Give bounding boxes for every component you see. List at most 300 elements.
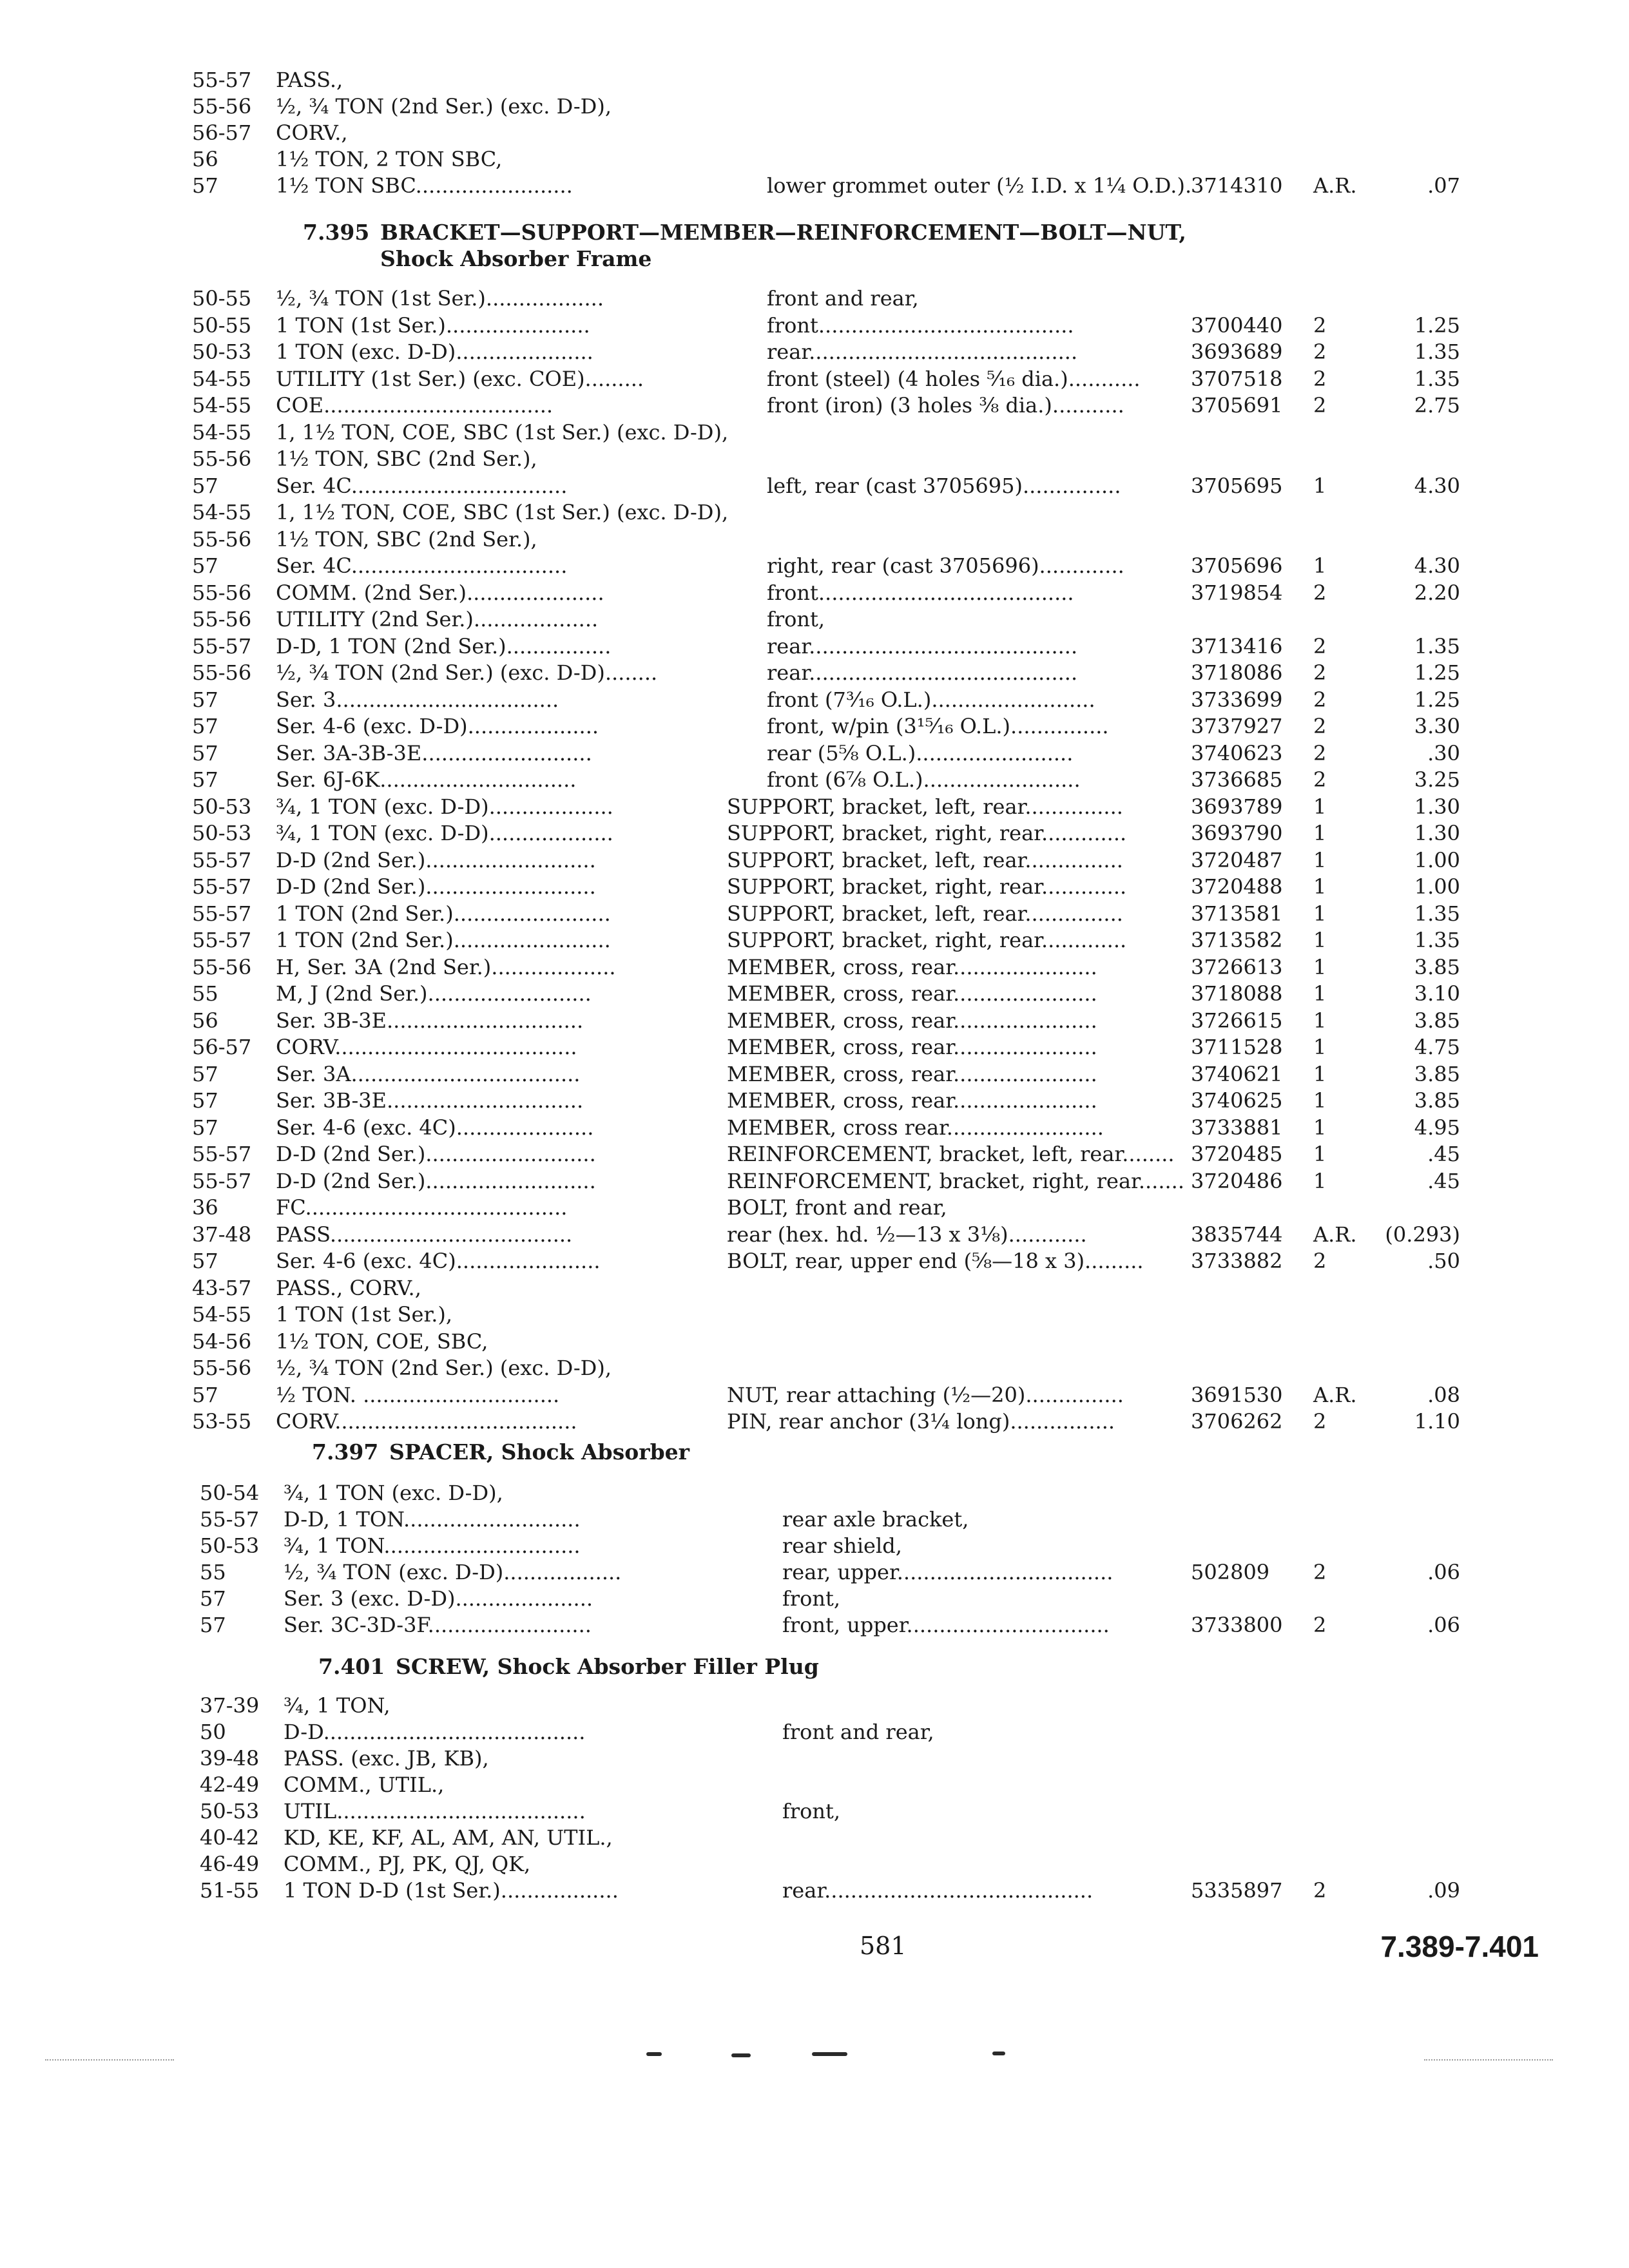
years-cell: 55-57 bbox=[200, 1507, 260, 1532]
description-cell: MEMBER, cross, rear...................... bbox=[727, 1061, 1097, 1086]
part-number-cell: 3740625 bbox=[1191, 1088, 1283, 1113]
part-number-cell: 3705695 bbox=[1191, 473, 1283, 498]
model-cell: Ser. 4C................................. bbox=[276, 553, 568, 578]
model-cell: ¾, 1 TON.............................. bbox=[284, 1533, 581, 1558]
years-cell: 56 bbox=[192, 1008, 218, 1033]
model-cell: CORV..................................... bbox=[276, 1035, 577, 1059]
description-cell: SUPPORT, bracket, right, rear............. bbox=[727, 928, 1127, 952]
model-cell: Ser. 3 (exc. D-D)..................... bbox=[284, 1586, 593, 1611]
model-cell: Ser. 3C-3D-3F......................... bbox=[284, 1613, 592, 1637]
parts-row bbox=[0, 67, 1629, 93]
years-cell: 54-55 bbox=[192, 419, 252, 445]
model-cell: PASS. (exc. JB, KB), bbox=[284, 1746, 489, 1771]
model-cell: M, J (2nd Ser.)......................... bbox=[276, 981, 592, 1006]
price-cell: 1.30 bbox=[1414, 794, 1460, 819]
years-cell: 57 bbox=[192, 767, 218, 792]
model-cell: Ser. 3B-3E.............................. bbox=[276, 1008, 584, 1033]
model-cell: ¾, 1 TON, bbox=[284, 1693, 390, 1718]
part-number-cell: 3720488 bbox=[1191, 874, 1283, 899]
years-cell: 57 bbox=[192, 1115, 218, 1140]
model-cell: ½, ¾ TON (2nd Ser.) (exc. D-D), bbox=[276, 1356, 612, 1380]
description-cell: SUPPORT, bracket, left, rear............... bbox=[727, 847, 1123, 872]
quantity-cell: 1 bbox=[1313, 1008, 1327, 1033]
part-number-cell: 3713581 bbox=[1191, 901, 1283, 926]
years-cell: 57 bbox=[192, 714, 218, 738]
part-number-cell: 3726613 bbox=[1191, 954, 1283, 979]
description-cell: BOLT, front and rear, bbox=[727, 1195, 947, 1220]
quantity-cell: 1 bbox=[1313, 901, 1327, 926]
description-cell: rear......................................... bbox=[767, 340, 1078, 364]
years-cell: 50 bbox=[200, 1720, 226, 1744]
price-cell: 1.35 bbox=[1414, 928, 1460, 952]
description-cell: MEMBER, cross rear........................ bbox=[727, 1115, 1104, 1140]
model-cell: D-D (2nd Ser.).......................... bbox=[276, 1142, 596, 1166]
model-cell: PASS., CORV., bbox=[276, 1275, 421, 1300]
years-cell: 55-57 bbox=[192, 1142, 252, 1166]
part-number-cell: 3713416 bbox=[1191, 633, 1283, 658]
parts-row bbox=[0, 1008, 1629, 1034]
model-cell: PASS..................................... bbox=[276, 1222, 573, 1247]
part-number-cell: 3726615 bbox=[1191, 1008, 1283, 1033]
parts-row bbox=[0, 146, 1629, 173]
years-cell: 55-56 bbox=[192, 954, 252, 979]
price-cell: 3.85 bbox=[1414, 1061, 1460, 1086]
price-cell: 4.30 bbox=[1414, 553, 1460, 578]
price-cell: (0.293) bbox=[1385, 1222, 1460, 1247]
model-cell: Ser. 4-6 (exc. D-D).................... bbox=[276, 714, 599, 738]
years-cell: 55-57 bbox=[192, 847, 252, 872]
parts-row bbox=[0, 740, 1629, 767]
quantity-cell: 1 bbox=[1313, 874, 1327, 899]
part-number-cell: 3707518 bbox=[1191, 366, 1283, 391]
model-cell: PASS., bbox=[276, 68, 343, 92]
quantity-cell: 2 bbox=[1313, 633, 1327, 658]
part-number-cell: 3733882 bbox=[1191, 1249, 1283, 1273]
price-cell: .50 bbox=[1427, 1249, 1460, 1273]
model-cell: CORV..................................... bbox=[276, 1409, 577, 1434]
parts-row bbox=[0, 767, 1629, 793]
quantity-cell: 2 bbox=[1313, 1409, 1327, 1434]
model-cell: Ser. 4-6 (exc. 4C)...................... bbox=[276, 1249, 601, 1273]
quantity-cell: 1 bbox=[1313, 928, 1327, 952]
quantity-cell: 1 bbox=[1313, 1142, 1327, 1166]
print-smudge bbox=[992, 2052, 1005, 2055]
price-cell: 3.85 bbox=[1414, 1008, 1460, 1033]
years-cell: 37-39 bbox=[200, 1693, 260, 1718]
description-cell: front, bbox=[767, 607, 825, 631]
quantity-cell: 1 bbox=[1313, 821, 1327, 845]
years-cell: 43-57 bbox=[192, 1275, 252, 1300]
quantity-cell: 2 bbox=[1313, 1878, 1327, 1903]
description-cell: MEMBER, cross, rear...................... bbox=[727, 981, 1097, 1006]
quantity-cell: 1 bbox=[1313, 1061, 1327, 1086]
description-cell: front, w/pin (3¹⁵⁄₁₆ O.L.)............... bbox=[767, 714, 1109, 738]
quantity-cell: 1 bbox=[1313, 1035, 1327, 1059]
price-cell: 1.25 bbox=[1414, 660, 1460, 685]
model-cell: 1½ TON, 2 TON SBC, bbox=[276, 147, 503, 171]
model-cell: COMM., PJ, PK, QJ, QK, bbox=[284, 1852, 531, 1876]
parts-row bbox=[0, 473, 1629, 499]
price-cell: 1.35 bbox=[1414, 901, 1460, 926]
model-cell: H, Ser. 3A (2nd Ser.)................... bbox=[276, 954, 616, 979]
model-cell: ¾, 1 TON (exc. D-D)................... bbox=[276, 821, 613, 845]
description-cell: SUPPORT, bracket, left, rear............... bbox=[727, 901, 1123, 926]
years-cell: 55 bbox=[200, 1560, 226, 1584]
parts-row bbox=[0, 954, 1629, 981]
parts-row bbox=[0, 1719, 1629, 1745]
years-cell: 56-57 bbox=[192, 120, 252, 145]
model-cell: ½, ¾ TON (2nd Ser.) (exc. D-D), bbox=[276, 94, 612, 119]
years-cell: 55-57 bbox=[192, 68, 252, 92]
description-cell: rear (5⅝ O.L.)........................ bbox=[767, 740, 1074, 765]
part-number-cell: 3711528 bbox=[1191, 1035, 1283, 1059]
price-cell: 1.00 bbox=[1414, 847, 1460, 872]
model-cell: D-D........................................ bbox=[284, 1720, 586, 1744]
price-cell: 1.25 bbox=[1414, 312, 1460, 338]
parts-row bbox=[0, 526, 1629, 553]
quantity-cell: 2 bbox=[1313, 340, 1327, 364]
years-cell: 54-55 bbox=[192, 500, 252, 524]
parts-row bbox=[0, 1355, 1629, 1381]
parts-row bbox=[0, 901, 1629, 927]
parts-row bbox=[0, 1061, 1629, 1088]
description-cell: MEMBER, cross, rear...................... bbox=[727, 1088, 1097, 1113]
section-heading-7-401 bbox=[318, 1653, 819, 1680]
description-cell: REINFORCEMENT, bracket, left, rear........ bbox=[727, 1142, 1175, 1166]
model-cell: 1 TON D-D (1st Ser.).................. bbox=[284, 1878, 619, 1903]
part-number-cell: 3737927 bbox=[1191, 714, 1283, 738]
description-cell: front....................................... bbox=[767, 312, 1074, 338]
model-cell: D-D, 1 TON........................... bbox=[284, 1507, 581, 1532]
description-cell: PIN, rear anchor (3¼ long)................ bbox=[727, 1409, 1115, 1434]
years-cell: 57 bbox=[192, 553, 218, 578]
quantity-cell: 1 bbox=[1313, 553, 1327, 578]
description-cell: front and rear, bbox=[782, 1720, 934, 1744]
model-cell: COE................................... bbox=[276, 393, 554, 418]
section-number: 7.401 bbox=[318, 1654, 385, 1679]
parts-row bbox=[0, 1745, 1629, 1772]
price-cell: .45 bbox=[1427, 1142, 1460, 1166]
years-cell: 50-53 bbox=[200, 1533, 260, 1558]
print-smudge bbox=[646, 2052, 662, 2056]
years-cell: 39-48 bbox=[200, 1746, 260, 1771]
parts-row bbox=[0, 1798, 1629, 1825]
price-cell: 4.95 bbox=[1414, 1115, 1460, 1140]
years-cell: 46-49 bbox=[200, 1852, 260, 1876]
years-cell: 53-55 bbox=[192, 1409, 252, 1434]
part-number-cell: 3705691 bbox=[1191, 393, 1283, 418]
parts-row bbox=[0, 820, 1629, 847]
parts-row bbox=[0, 687, 1629, 713]
parts-row bbox=[0, 1088, 1629, 1114]
price-cell: 1.30 bbox=[1414, 821, 1460, 845]
parts-row bbox=[0, 1506, 1629, 1533]
part-number-cell: 3719854 bbox=[1191, 580, 1283, 605]
page-number: 581 bbox=[860, 1932, 907, 1960]
years-cell: 50-53 bbox=[192, 794, 252, 819]
parts-row bbox=[0, 1382, 1629, 1408]
parts-row bbox=[0, 1275, 1629, 1302]
years-cell: 55-56 bbox=[192, 660, 252, 685]
description-cell: rear......................................... bbox=[767, 633, 1078, 658]
parts-row bbox=[0, 446, 1629, 472]
model-cell: 1, 1½ TON, COE, SBC (1st Ser.) (exc. D-D), bbox=[276, 500, 729, 524]
price-cell: .07 bbox=[1427, 173, 1460, 198]
parts-row bbox=[0, 794, 1629, 820]
model-cell: Ser. 6J-6K.............................. bbox=[276, 767, 577, 792]
quantity-cell: 2 bbox=[1313, 767, 1327, 792]
parts-row bbox=[0, 1248, 1629, 1274]
part-number-cell: 3720487 bbox=[1191, 847, 1283, 872]
parts-row bbox=[0, 580, 1629, 606]
page-range: 7.389-7.401 bbox=[1380, 1930, 1539, 1963]
parts-row bbox=[0, 285, 1629, 312]
model-cell: Ser. 3B-3E.............................. bbox=[276, 1088, 584, 1113]
parts-row bbox=[0, 1222, 1629, 1248]
model-cell: Ser. 3A................................... bbox=[276, 1061, 581, 1086]
years-cell: 57 bbox=[192, 1088, 218, 1113]
description-cell: rear shield, bbox=[782, 1533, 902, 1558]
parts-row bbox=[0, 1141, 1629, 1168]
parts-row bbox=[0, 1878, 1629, 1904]
parts-row bbox=[0, 847, 1629, 874]
quantity-cell: 1 bbox=[1313, 954, 1327, 979]
years-cell: 50-55 bbox=[192, 312, 252, 338]
quantity-cell: 1 bbox=[1313, 847, 1327, 872]
years-cell: 55-56 bbox=[192, 607, 252, 631]
model-cell: 1½ TON, SBC (2nd Ser.), bbox=[276, 447, 537, 471]
quantity-cell: 2 bbox=[1313, 660, 1327, 685]
model-cell: Ser. 4C................................. bbox=[276, 473, 568, 498]
parts-row bbox=[0, 339, 1629, 365]
model-cell: D-D (2nd Ser.).......................... bbox=[276, 1168, 596, 1193]
price-cell: 1.35 bbox=[1414, 633, 1460, 658]
quantity-cell: 2 bbox=[1313, 366, 1327, 391]
years-cell: 36 bbox=[192, 1195, 218, 1220]
price-cell: .06 bbox=[1427, 1613, 1460, 1637]
years-cell: 55-56 bbox=[192, 526, 252, 552]
model-cell: ½ TON. .............................. bbox=[276, 1382, 560, 1407]
section-number: 7.395 bbox=[303, 220, 370, 245]
years-cell: 42-49 bbox=[200, 1773, 260, 1797]
description-cell: front (7³⁄₁₆ O.L.)......................... bbox=[767, 687, 1095, 712]
quantity-cell: 2 bbox=[1313, 1249, 1327, 1273]
parts-row bbox=[0, 93, 1629, 120]
price-cell: 3.10 bbox=[1414, 981, 1460, 1006]
years-cell: 55-57 bbox=[192, 928, 252, 952]
part-number-cell: 3718086 bbox=[1191, 660, 1283, 685]
part-number-cell: 3691530 bbox=[1191, 1382, 1283, 1407]
years-cell: 56-57 bbox=[192, 1035, 252, 1059]
price-cell: 2.75 bbox=[1414, 393, 1460, 418]
model-cell: COMM., UTIL., bbox=[284, 1773, 445, 1797]
years-cell: 55-57 bbox=[192, 1168, 252, 1193]
model-cell: 1 TON (1st Ser.), bbox=[276, 1302, 453, 1327]
model-cell: ¾, 1 TON (exc. D-D)................... bbox=[276, 794, 613, 819]
description-cell: REINFORCEMENT, bracket, right, rear....... bbox=[727, 1168, 1185, 1193]
model-cell: ¾, 1 TON (exc. D-D), bbox=[284, 1481, 503, 1505]
parts-row bbox=[0, 1586, 1629, 1612]
model-cell: 1 TON (2nd Ser.)........................ bbox=[276, 928, 611, 952]
price-cell: 4.30 bbox=[1414, 473, 1460, 498]
price-cell: 1.10 bbox=[1414, 1409, 1460, 1434]
model-cell: ½, ¾ TON (1st Ser.).................. bbox=[276, 286, 604, 311]
part-number-cell: 3720485 bbox=[1191, 1142, 1283, 1166]
parts-row bbox=[0, 1693, 1629, 1719]
model-cell: 1 TON (exc. D-D)..................... bbox=[276, 340, 593, 364]
years-cell: 50-53 bbox=[192, 340, 252, 364]
price-cell: 1.35 bbox=[1414, 340, 1460, 364]
description-cell: lower grommet outer (½ I.D. x 1¼ O.D.). bbox=[767, 173, 1192, 198]
description-cell: MEMBER, cross, rear...................... bbox=[727, 954, 1097, 979]
parts-row bbox=[0, 1168, 1629, 1195]
years-cell: 55-56 bbox=[192, 94, 252, 119]
model-cell: COMM. (2nd Ser.)..................... bbox=[276, 580, 604, 605]
part-number-cell: 3720486 bbox=[1191, 1168, 1283, 1193]
years-cell: 55-57 bbox=[192, 874, 252, 899]
quantity-cell: 1 bbox=[1313, 1115, 1327, 1140]
price-cell: .45 bbox=[1427, 1168, 1460, 1193]
years-cell: 57 bbox=[192, 687, 218, 712]
parts-row bbox=[0, 120, 1629, 146]
price-cell: .09 bbox=[1427, 1878, 1460, 1903]
model-cell: Ser. 3.................................. bbox=[276, 687, 559, 712]
description-cell: MEMBER, cross, rear...................... bbox=[727, 1008, 1097, 1033]
description-cell: left, rear (cast 3705695)............... bbox=[767, 473, 1121, 498]
description-cell: front, bbox=[782, 1586, 841, 1611]
part-number-cell: 502809 bbox=[1191, 1560, 1270, 1584]
quantity-cell: 2 bbox=[1313, 393, 1327, 418]
years-cell: 54-55 bbox=[192, 366, 252, 391]
parts-row bbox=[0, 1115, 1629, 1141]
parts-row bbox=[0, 1408, 1629, 1435]
years-cell: 50-53 bbox=[200, 1799, 260, 1823]
price-cell: 1.35 bbox=[1414, 366, 1460, 391]
quantity-cell: 2 bbox=[1313, 687, 1327, 712]
model-cell: ½, ¾ TON (2nd Ser.) (exc. D-D)........ bbox=[276, 660, 658, 685]
description-cell: SUPPORT, bracket, right, rear............. bbox=[727, 821, 1127, 845]
parts-row bbox=[0, 499, 1629, 526]
parts-row bbox=[0, 1533, 1629, 1559]
years-cell: 55 bbox=[192, 981, 218, 1006]
quantity-cell: 1 bbox=[1313, 794, 1327, 819]
scan-noise bbox=[1424, 2059, 1553, 2061]
description-cell: front, upper............................... bbox=[782, 1613, 1110, 1637]
description-cell: front and rear, bbox=[767, 286, 919, 311]
quantity-cell: 2 bbox=[1313, 740, 1327, 765]
parts-row bbox=[0, 713, 1629, 740]
years-cell: 55-57 bbox=[192, 633, 252, 658]
price-cell: 3.30 bbox=[1414, 714, 1460, 738]
part-number-cell: 3714310 bbox=[1191, 173, 1283, 198]
description-cell: SUPPORT, bracket, right, rear............. bbox=[727, 874, 1127, 899]
years-cell: 50-53 bbox=[192, 821, 252, 845]
years-cell: 57 bbox=[192, 1249, 218, 1273]
years-cell: 37-48 bbox=[192, 1222, 252, 1247]
part-number-cell: 3693689 bbox=[1191, 340, 1283, 364]
model-cell: 1½ TON, COE, SBC, bbox=[276, 1329, 488, 1354]
model-cell: KD, KE, KF, AL, AM, AN, UTIL., bbox=[284, 1825, 613, 1850]
description-cell: rear (hex. hd. ½—13 x 3⅛)............ bbox=[727, 1222, 1087, 1247]
parts-row bbox=[0, 1302, 1629, 1328]
model-cell: UTILITY (1st Ser.) (exc. COE)......... bbox=[276, 366, 644, 391]
price-cell: 3.85 bbox=[1414, 1088, 1460, 1113]
scan-noise bbox=[45, 2059, 174, 2061]
years-cell: 57 bbox=[192, 473, 218, 498]
price-cell: 1.25 bbox=[1414, 687, 1460, 712]
description-cell: right, rear (cast 3705696)............. bbox=[767, 553, 1124, 578]
model-cell: 1, 1½ TON, COE, SBC (1st Ser.) (exc. D-D), bbox=[276, 419, 729, 445]
quantity-cell: 1 bbox=[1313, 981, 1327, 1006]
description-cell: front (6⅞ O.L.)........................ bbox=[767, 767, 1081, 792]
parts-row bbox=[0, 173, 1629, 199]
model-cell: UTILITY (2nd Ser.)................... bbox=[276, 607, 599, 631]
model-cell: 1½ TON SBC........................ bbox=[276, 173, 573, 198]
years-cell: 57 bbox=[192, 173, 218, 198]
years-cell: 57 bbox=[192, 1061, 218, 1086]
part-number-cell: 3700440 bbox=[1191, 312, 1283, 338]
years-cell: 57 bbox=[192, 740, 218, 765]
years-cell: 54-55 bbox=[192, 1302, 252, 1327]
part-number-cell: 3733699 bbox=[1191, 687, 1283, 712]
model-cell: 1 TON (2nd Ser.)........................ bbox=[276, 901, 611, 926]
parts-row bbox=[0, 981, 1629, 1007]
print-smudge bbox=[731, 2053, 751, 2057]
part-number-cell: 3740621 bbox=[1191, 1061, 1283, 1086]
quantity-cell: A.R. bbox=[1313, 1222, 1357, 1247]
price-cell: .06 bbox=[1427, 1560, 1460, 1584]
years-cell: 55-56 bbox=[192, 1356, 252, 1380]
section-title: SPACER, Shock Absorber bbox=[389, 1439, 690, 1465]
price-cell: .08 bbox=[1427, 1382, 1460, 1407]
parts-row bbox=[0, 312, 1629, 339]
part-number-cell: 3733881 bbox=[1191, 1115, 1283, 1140]
description-cell: NUT, rear attaching (½—20)............... bbox=[727, 1382, 1124, 1407]
parts-row bbox=[0, 927, 1629, 954]
parts-row bbox=[0, 1480, 1629, 1506]
years-cell: 51-55 bbox=[200, 1878, 260, 1903]
years-cell: 55-56 bbox=[192, 447, 252, 471]
description-cell: BOLT, rear, upper end (⅝—18 x 3)......... bbox=[727, 1249, 1144, 1273]
quantity-cell: A.R. bbox=[1313, 1382, 1357, 1407]
description-cell: rear......................................... bbox=[782, 1878, 1094, 1903]
price-cell: 2.20 bbox=[1414, 580, 1460, 605]
part-number-cell: 3718088 bbox=[1191, 981, 1283, 1006]
years-cell: 57 bbox=[200, 1586, 226, 1611]
section-heading-7-395 bbox=[303, 219, 1186, 245]
quantity-cell: 2 bbox=[1313, 1560, 1327, 1584]
quantity-cell: 2 bbox=[1313, 312, 1327, 338]
description-cell: front (steel) (4 holes ⁵⁄₁₆ dia.)........... bbox=[767, 366, 1141, 391]
parts-row bbox=[0, 633, 1629, 660]
model-cell: Ser. 4-6 (exc. 4C)..................... bbox=[276, 1115, 594, 1140]
price-cell: 4.75 bbox=[1414, 1035, 1460, 1059]
model-cell: 1 TON (1st Ser.)...................... bbox=[276, 312, 590, 338]
print-smudge bbox=[812, 2052, 847, 2056]
parts-row bbox=[0, 606, 1629, 633]
section-number: 7.397 bbox=[312, 1439, 379, 1465]
price-cell: 1.00 bbox=[1414, 874, 1460, 899]
years-cell: 57 bbox=[200, 1613, 226, 1637]
years-cell: 57 bbox=[192, 1382, 218, 1407]
quantity-cell: 2 bbox=[1313, 580, 1327, 605]
part-number-cell: 5335897 bbox=[1191, 1878, 1283, 1903]
model-cell: D-D (2nd Ser.).......................... bbox=[276, 874, 596, 899]
part-number-cell: 3733800 bbox=[1191, 1613, 1283, 1637]
description-cell: MEMBER, cross, rear...................... bbox=[727, 1035, 1097, 1059]
quantity-cell: 1 bbox=[1313, 1088, 1327, 1113]
parts-row bbox=[0, 1851, 1629, 1878]
